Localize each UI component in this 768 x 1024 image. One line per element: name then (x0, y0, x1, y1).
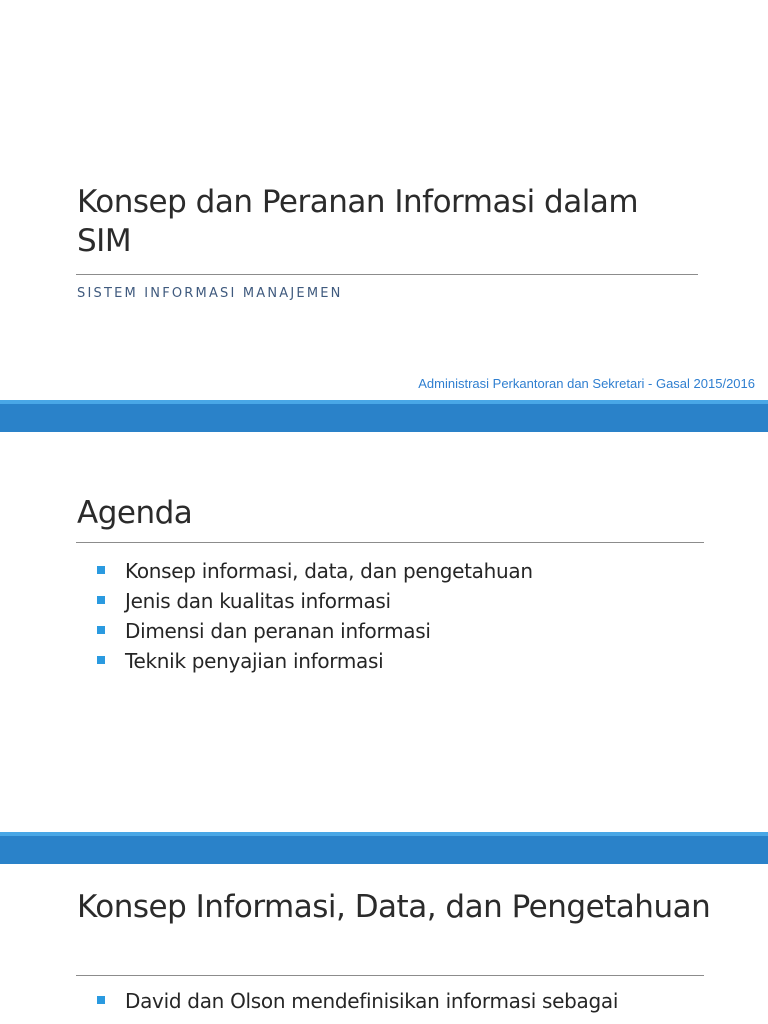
presentation-title: Konsep dan Peranan Informasi dalam SIM (77, 184, 639, 259)
bullet-icon (97, 626, 105, 634)
list-item-text: David dan Olson mendefinisikan informasi sebagai (125, 989, 619, 1013)
list-item (97, 556, 533, 586)
presentation-subtitle: SISTEM INFORMASI MANAJEMEN (77, 286, 343, 301)
list-item-text: Konsep informasi, data, dan pengetahuan (125, 559, 533, 583)
slide-agenda (0, 432, 768, 832)
list-item-text: Teknik penyajian informasi (125, 649, 384, 673)
bullet-icon (97, 566, 105, 574)
list-item (97, 986, 618, 1016)
bullet-icon (97, 996, 105, 1004)
bullet-icon (97, 656, 105, 664)
slide-title (0, 0, 768, 400)
slide-separator (0, 832, 768, 864)
slide-konsep (0, 864, 768, 1024)
heading-divider (76, 542, 704, 543)
list-item-text: Jenis dan kualitas informasi (125, 589, 391, 613)
agenda-list (97, 556, 533, 676)
slide-separator (0, 400, 768, 432)
list-item-text: Dimensi dan peranan informasi (125, 619, 431, 643)
konsep-list (97, 986, 618, 1016)
list-item (97, 586, 533, 616)
agenda-heading: Agenda (77, 495, 193, 531)
heading-divider (76, 975, 704, 976)
slide-footer: Administrasi Perkantoran dan Sekretari - Gasal 2015/2016 (418, 376, 755, 391)
list-item (97, 616, 533, 646)
bullet-icon (97, 596, 105, 604)
konsep-heading: Konsep Informasi, Data, dan Pengetahuan (77, 889, 711, 925)
list-item (97, 646, 533, 676)
title-divider (76, 274, 698, 275)
